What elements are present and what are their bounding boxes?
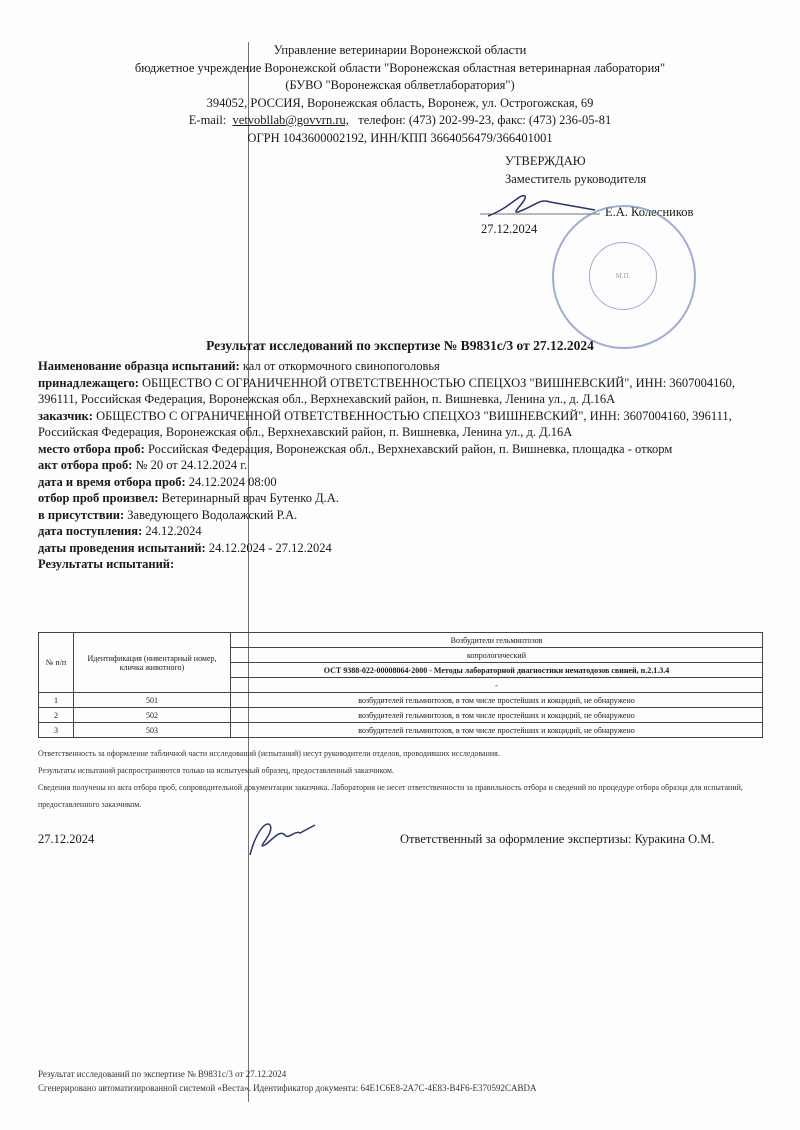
phone: телефон: (473) 202-99-23, факс: (473) 236-05-81 [358,113,612,127]
sample-fields [38,358,763,573]
notes [38,745,768,813]
footer [38,1067,537,1095]
email-link[interactable]: vetvobllab@govvrn.ru, [232,113,349,127]
field: принадлежащего: ОБЩЕСТВО С ОГРАНИЧЕННОЙ ОТВЕТСТВЕННОСТЬЮ СПЕЦХОЗ "ВИШНЕВСКИЙ", ИНН: 3607004160, 396111, Российская Федерация, Воронежская обл., Верхнехавский район, п. Вишневка, Ленина ул., д. Д.16А [38,375,735,406]
standard-header: ОСТ 9388-022-00008064-2000 - Методы лабораторной диагностики нематодозов свиней, п.2.1.3.4 [231,663,763,678]
field: в присутствии: Заведующего Водолажский Р.А. [38,507,298,522]
method-header: копрологический [231,648,763,663]
contacts-line [0,112,800,130]
table-row: 1 501 возбудителей гельминтозов, в том числе простейших и кокцидий, не обнаружено [39,693,763,708]
field: дата поступления: 24.12.2024 [38,524,202,538]
stamp [552,205,696,349]
col-id-header: Идентификация (инвентарный номер, кличка животного) [74,633,231,693]
note: Сведения получены из акта отбора проб, сопроводительной документации заказчика. Лаборатория не несет ответственности за правильность отбора и сведений по процедуре отбора образца для испытаний, предоставленного заказчиком. [38,783,743,809]
field: Наименование образца испытаний: кал от откормочного свинопоголовья [38,359,440,373]
signature-responsible [240,815,320,860]
header-line: Управление ветеринарии Воронежской области [273,43,527,57]
approval-position: Заместитель руководителя [505,172,647,186]
sign-date: 27.12.2024 [38,832,95,846]
ogrn: ОГРН 1043600002192, ИНН/КПП 3664056479/366401001 [247,130,553,145]
group-header: Возбудители гельминтозов [231,633,763,648]
document-title: Результат исследований по экспертизе № В9831с/3 от 27.12.2024 [206,338,594,353]
responsible-person: Ответственный за оформление экспертизы: Куракина О.М. [400,832,715,846]
header-line: (БУВО "Воронежская облветлаборатория") [285,78,515,92]
footer-line: Результат исследований по экспертизе № В9831с/3 от 27.12.2024 [38,1069,287,1079]
approver-name: Е.А. Колесников [605,205,694,219]
approval-title: УТВЕРЖДАЮ [505,154,586,168]
note: Результаты испытаний распространяются только на испытуемый образец, предоставленный заказчиком. [38,766,394,775]
results-table [38,632,763,738]
field: акт отбора проб: № 20 от 24.12.2024 г. [38,458,248,472]
footer-line: Сгенерировано автоматизированной системой «Веста». Идентификатор документа: 64E1C6E8-2A7C-4E83-B4F6-E370592CABDA [38,1083,537,1093]
letterhead [0,42,800,147]
unit-header: - [231,678,763,693]
field: отбор проб произвел: Ветеринарный врач Бутенко Д.А. [38,491,339,505]
stamp-text: М.П. [589,242,657,310]
header-line: 394052, РОССИЯ, Воронежская область, Воронеж, ул. Острогожская, 69 [206,95,594,110]
field: даты проведения испытаний: 24.12.2024 - 27.12.2024 [38,540,332,555]
field: Результаты испытаний: [38,557,175,571]
table-row: 3 503 возбудителей гельминтозов, в том числе простейших и кокцидий, не обнаружено [39,723,763,738]
field: заказчик: ОБЩЕСТВО С ОГРАНИЧЕННОЙ ОТВЕТСТВЕННОСТЬЮ СПЕЦХОЗ "ВИШНЕВСКИЙ", ИНН: 3607004160, 396111, Российская Федерация, Воронежская обл., Верхнехавский район, п. Вишневка, Ленина ул., д. Д.16А [38,408,732,439]
approval-block [505,152,646,188]
header-line: бюджетное учреждение Воронежской области "Воронежская областная ветеринарная лаборатория" [134,60,666,75]
note: Ответственность за оформление табличной части исследований (испытаний) несут руководители отделов, проводивших исследования. [38,749,500,758]
field: место отбора проб: Российская Федерация, Воронежская обл., Верхнехавский район, п. Вишневка, площадка - откорм [38,441,673,456]
approval-date: 27.12.2024 [481,222,538,236]
field: дата и время отбора проб: 24.12.2024 08:00 [38,474,277,489]
email-label: E-mail: [188,113,227,127]
table-row: 2 502 возбудителей гельминтозов, в том числе простейших и кокцидий, не обнаружено [39,708,763,723]
col-num-header: № п/п [39,633,74,693]
